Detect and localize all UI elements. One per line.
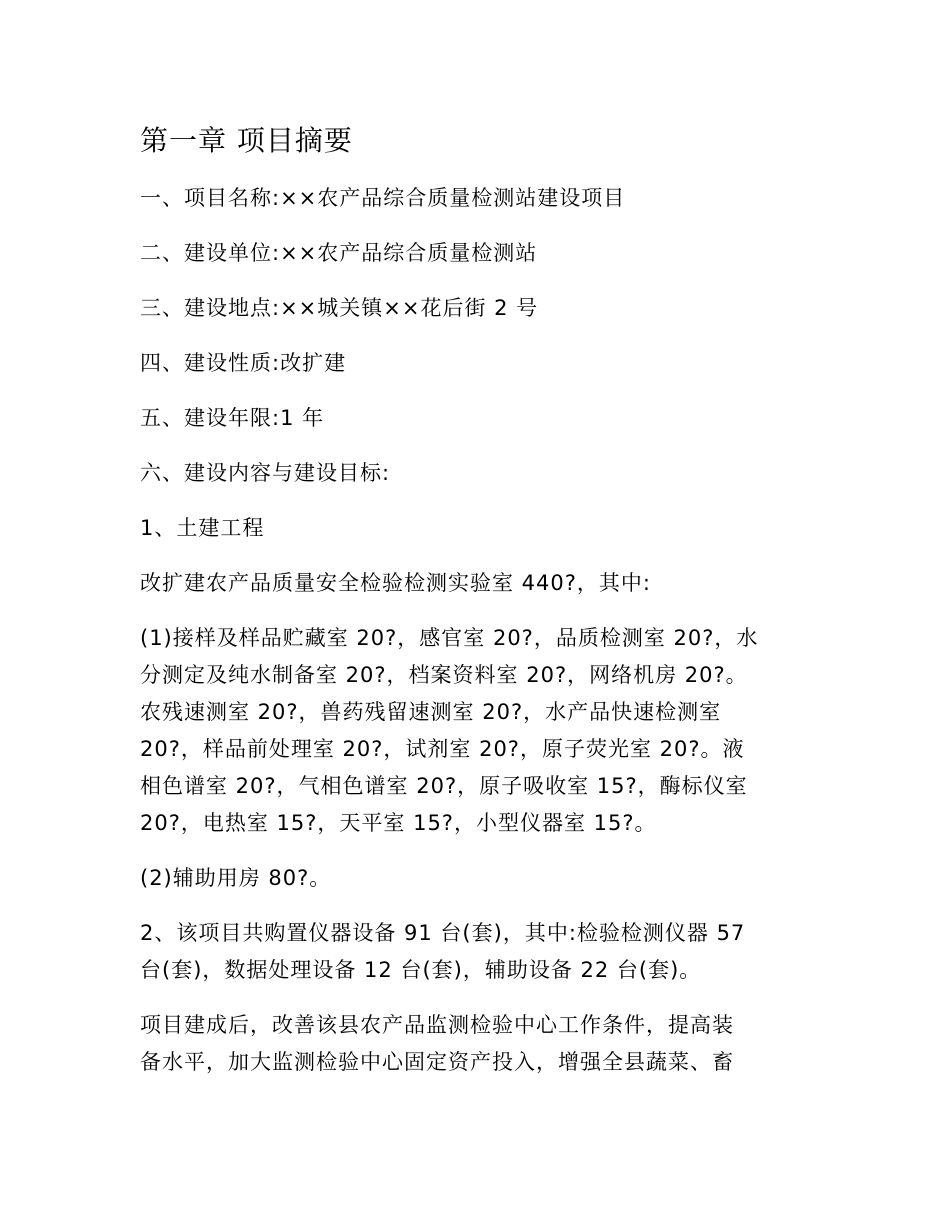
lab-rooms-paragraph	[140, 620, 812, 842]
civil-works-heading: 1、土建工程	[140, 516, 265, 540]
construction-period-line: 五、建设年限:1 年	[140, 406, 325, 430]
equipment-paragraph	[140, 915, 812, 989]
paragraph-line: 相色谱室 20?，气相色谱室 20?，原子吸收室 15?，酶标仪室	[140, 774, 748, 798]
document-body	[140, 118, 812, 1099]
paragraph-line: (1)接样及样品贮藏室 20?，感官室 20?，品质检测室 20?，水	[140, 626, 759, 650]
lab-expansion-line: 改扩建农产品质量安全检验检测实验室 440?，其中:	[140, 571, 651, 595]
content-and-goals-heading: 六、建设内容与建设目标:	[140, 461, 391, 485]
paragraph-line: 项目建成后，改善该县农产品监测检验中心工作条件，提高装	[140, 1013, 734, 1037]
paragraph-line: 农残速测室 20?，兽药残留速测室 20?，水产品快速检测室	[140, 700, 722, 724]
outcome-paragraph	[140, 1007, 812, 1081]
construction-unit-line: 二、建设单位:××农产品综合质量检测站	[140, 241, 538, 265]
paragraph-line: 备水平，加大监测检验中心固定资产投入，增强全县蔬菜、畜	[140, 1050, 734, 1074]
construction-location-line: 三、建设地点:××城关镇××花后街 2 号	[140, 296, 539, 320]
chapter-title: 第一章 项目摘要	[140, 124, 353, 157]
construction-nature-line: 四、建设性质:改扩建	[140, 351, 347, 375]
paragraph-line: 台(套)，数据处理设备 12 台(套)，辅助设备 22 台(套)。	[140, 958, 702, 982]
paragraph-line: 2、该项目共购置仪器设备 91 台(套)，其中:检验检测仪器 57	[140, 921, 746, 945]
paragraph-line: 20?，样品前处理室 20?，试剂室 20?，原子荧光室 20?。液	[140, 737, 745, 761]
paragraph-line: 20?，电热室 15?，天平室 15?，小型仪器室 15?。	[140, 811, 657, 835]
paragraph-line: 分测定及纯水制备室 20?，档案资料室 20?，网络机房 20?。	[140, 663, 748, 687]
project-name-line: 一、项目名称:××农产品综合质量检测站建设项目	[140, 186, 626, 210]
auxiliary-rooms-line: (2)辅助用房 80?。	[140, 866, 332, 890]
